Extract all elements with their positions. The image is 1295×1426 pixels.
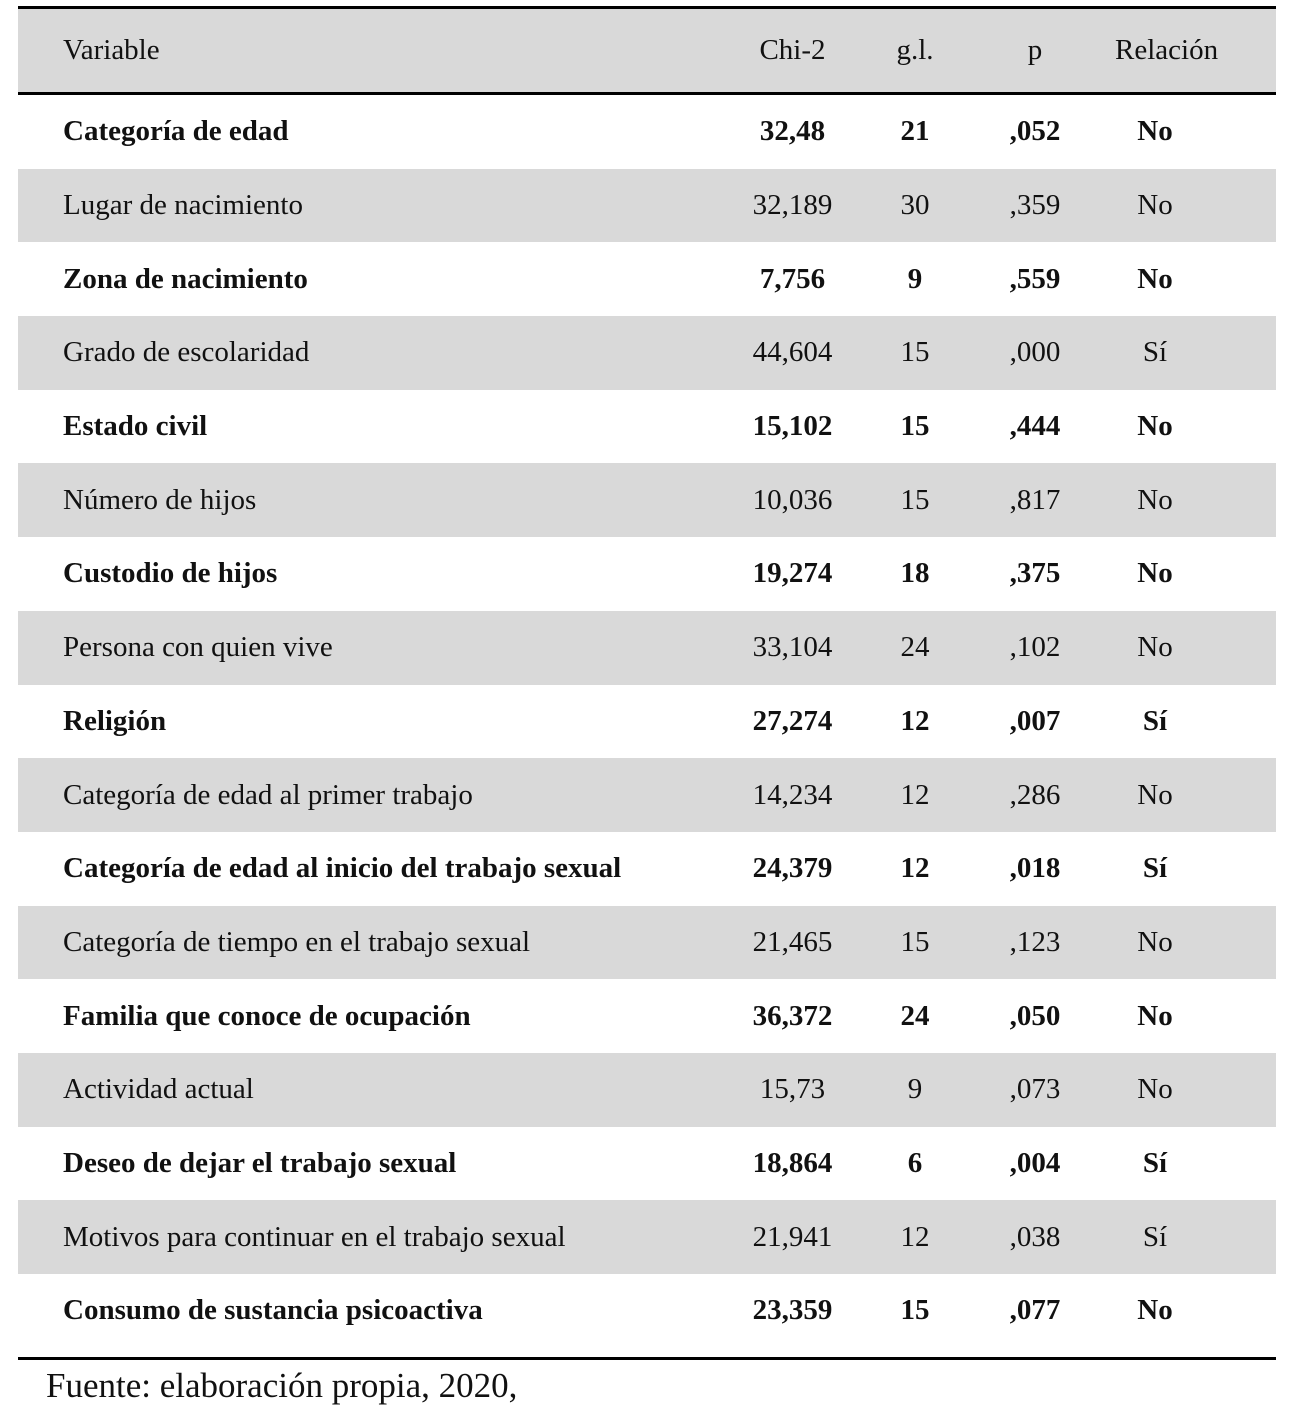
cell-gl: 6 xyxy=(907,1146,923,1179)
cell-gl: 12 xyxy=(900,852,930,885)
table-row xyxy=(18,1274,1276,1348)
cell-chi2: 23,359 xyxy=(752,1294,833,1327)
cell-gl: 15 xyxy=(900,925,930,958)
cell-p: ,359 xyxy=(1009,189,1061,222)
cell-p: ,123 xyxy=(1009,925,1061,958)
cell-variable: Categoría de edad xyxy=(63,115,289,148)
cell-gl: 15 xyxy=(900,336,930,369)
cell-variable: Actividad actual xyxy=(63,1073,254,1106)
table-row xyxy=(18,463,1276,537)
table-bottom-rule xyxy=(18,1357,1276,1360)
cell-relacion: Sí xyxy=(1142,1220,1168,1253)
cell-variable: Deseo de dejar el trabajo sexual xyxy=(63,1146,457,1179)
cell-chi2: 21,941 xyxy=(752,1220,833,1253)
cell-p: ,052 xyxy=(1009,115,1061,148)
cell-p: ,000 xyxy=(1009,336,1061,369)
cell-relacion: Sí xyxy=(1142,1146,1168,1179)
cell-p: ,286 xyxy=(1009,778,1061,811)
cell-gl: 15 xyxy=(900,410,930,443)
cell-relacion: Sí xyxy=(1142,704,1168,737)
cell-variable: Estado civil xyxy=(63,410,208,443)
cell-relacion: No xyxy=(1137,410,1173,443)
cell-relacion: No xyxy=(1137,1294,1173,1327)
cell-gl: 21 xyxy=(900,115,930,148)
cell-variable: Custodio de hijos xyxy=(63,557,278,590)
table-row xyxy=(18,758,1276,832)
table-row xyxy=(18,1127,1276,1201)
chi-square-table xyxy=(18,6,1276,1360)
cell-gl: 15 xyxy=(900,1294,930,1327)
cell-chi2: 36,372 xyxy=(752,999,833,1032)
cell-chi2: 7,756 xyxy=(759,262,826,295)
cell-chi2: 24,379 xyxy=(752,852,833,885)
cell-relacion: No xyxy=(1137,557,1173,590)
cell-variable: Número de hijos xyxy=(63,483,257,516)
cell-chi2: 15,102 xyxy=(752,410,833,443)
cell-gl: 9 xyxy=(907,262,923,295)
cell-chi2: 44,604 xyxy=(752,336,833,369)
cell-chi2: 32,189 xyxy=(752,189,833,222)
cell-relacion: No xyxy=(1137,999,1173,1032)
table-row xyxy=(18,906,1276,980)
cell-p: ,077 xyxy=(1009,1294,1061,1327)
table-row xyxy=(18,1200,1276,1274)
cell-p: ,817 xyxy=(1009,483,1061,516)
table-row xyxy=(18,390,1276,464)
cell-variable: Lugar de nacimiento xyxy=(63,189,303,222)
cell-gl: 24 xyxy=(900,999,930,1032)
cell-relacion: Sí xyxy=(1142,336,1168,369)
cell-p: ,102 xyxy=(1009,631,1061,664)
cell-gl: 12 xyxy=(900,778,930,811)
cell-p: ,004 xyxy=(1009,1146,1061,1179)
cell-gl: 30 xyxy=(900,189,930,222)
table-row xyxy=(18,611,1276,685)
cell-variable: Categoría de tiempo en el trabajo sexual xyxy=(63,925,531,958)
cell-gl: 24 xyxy=(900,631,930,664)
header-variable: Variable xyxy=(63,34,160,66)
cell-gl: 12 xyxy=(900,704,930,737)
cell-variable: Categoría de edad al primer trabajo xyxy=(63,778,473,811)
table-row xyxy=(18,1053,1276,1127)
table-header-row xyxy=(18,9,1276,92)
cell-variable: Categoría de edad al inicio del trabajo sexual xyxy=(63,852,622,885)
cell-chi2: 18,864 xyxy=(752,1146,833,1179)
cell-variable: Familia que conoce de ocupación xyxy=(63,999,471,1032)
header-chi2: Chi-2 xyxy=(759,34,826,66)
cell-variable: Consumo de sustancia psicoactiva xyxy=(63,1294,483,1327)
header-relacion: Relación xyxy=(1115,34,1219,66)
table-row xyxy=(18,832,1276,906)
cell-relacion: No xyxy=(1137,189,1173,222)
cell-chi2: 15,73 xyxy=(759,1073,826,1106)
cell-chi2: 19,274 xyxy=(752,557,833,590)
table-row xyxy=(18,979,1276,1053)
cell-chi2: 10,036 xyxy=(752,483,833,516)
cell-variable: Grado de escolaridad xyxy=(63,336,310,369)
cell-p: ,073 xyxy=(1009,1073,1061,1106)
cell-relacion: No xyxy=(1137,631,1173,664)
cell-relacion: No xyxy=(1137,115,1173,148)
cell-p: ,444 xyxy=(1009,410,1061,443)
table-row xyxy=(18,316,1276,390)
table-row xyxy=(18,242,1276,316)
table-body xyxy=(18,95,1276,1348)
cell-p: ,038 xyxy=(1009,1220,1061,1253)
table-row xyxy=(18,169,1276,243)
header-gl: g.l. xyxy=(896,34,934,66)
cell-chi2: 21,465 xyxy=(752,925,833,958)
cell-relacion: Sí xyxy=(1142,852,1168,885)
cell-p: ,007 xyxy=(1009,704,1061,737)
cell-relacion: No xyxy=(1137,483,1173,516)
cell-relacion: No xyxy=(1137,1073,1173,1106)
cell-p: ,375 xyxy=(1009,557,1061,590)
cell-chi2: 33,104 xyxy=(752,631,833,664)
cell-p: ,050 xyxy=(1009,999,1061,1032)
cell-variable: Persona con quien vive xyxy=(63,631,333,664)
cell-gl: 18 xyxy=(900,557,930,590)
cell-relacion: No xyxy=(1137,262,1173,295)
cell-p: ,018 xyxy=(1009,852,1061,885)
cell-relacion: No xyxy=(1137,925,1173,958)
table-row xyxy=(18,95,1276,169)
table-source-note: Fuente: elaboración propia, 2020, xyxy=(46,1366,518,1405)
cell-variable: Religión xyxy=(63,704,167,737)
cell-variable: Zona de nacimiento xyxy=(63,262,308,295)
header-p: p xyxy=(1027,34,1043,66)
table-row xyxy=(18,537,1276,611)
cell-p: ,559 xyxy=(1009,262,1061,295)
cell-chi2: 14,234 xyxy=(752,778,833,811)
cell-variable: Motivos para continuar en el trabajo sexual xyxy=(63,1220,566,1253)
table-row xyxy=(18,685,1276,759)
cell-gl: 15 xyxy=(900,483,930,516)
cell-chi2: 27,274 xyxy=(752,704,833,737)
cell-chi2: 32,48 xyxy=(759,115,826,148)
cell-gl: 9 xyxy=(907,1073,923,1106)
cell-gl: 12 xyxy=(900,1220,930,1253)
cell-relacion: No xyxy=(1137,778,1173,811)
